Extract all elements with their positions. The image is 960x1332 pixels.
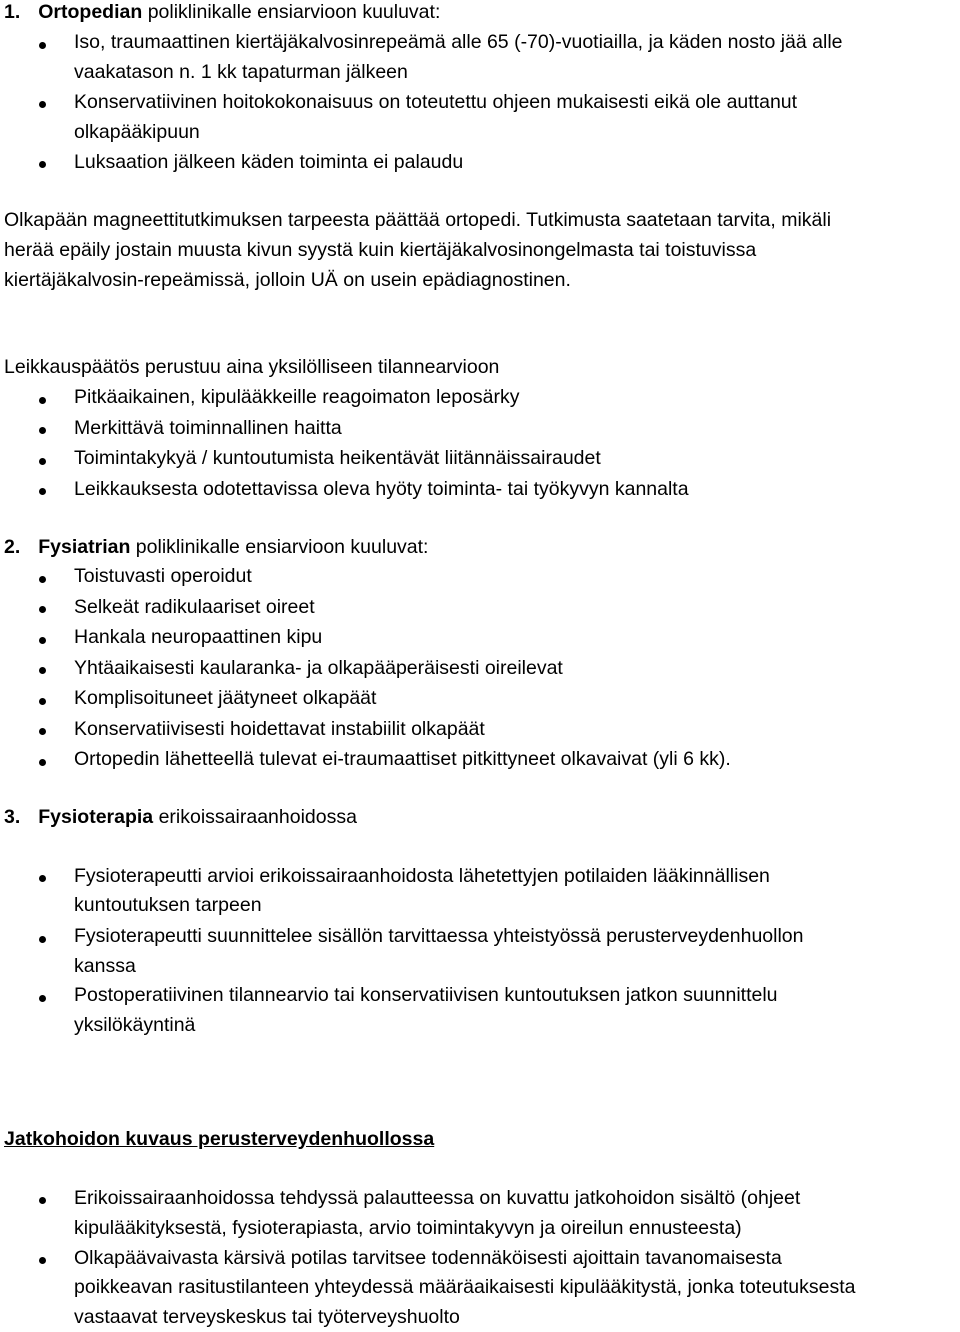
bullet-icon (39, 637, 46, 644)
s1-bullet-1-line-1: Iso, traumaattinen kiertäjäkalvosinrepeämä alle 65 (-70)-vuotiailla, ja käden nosto jää alle (74, 31, 843, 53)
s1-bullet-1-line-2: vaakatason n. 1 kk tapaturman jälkeen (74, 61, 408, 83)
bullet-icon (39, 759, 46, 766)
decision-intro: Leikkauspäätös perustuu aina yksilölliseen tilannearvioon (4, 356, 500, 378)
bullet-icon (39, 1257, 46, 1264)
bullet-icon (39, 397, 46, 404)
s2-bullet-7: Ortopedin lähetteellä tulevat ei-traumaattiset pitkittyneet olkavaivat (yli 6 kk). (74, 748, 731, 770)
s3-bullet-2-line-1: Fysioterapeutti suunnittelee sisällön tarvittaessa yhteistyössä perusterveydenhuollon (74, 925, 804, 947)
s1-bullet-3-line-1: Luksaation jälkeen käden toiminta ei palaudu (74, 151, 464, 173)
bullet-icon (39, 606, 46, 613)
section-3-number: 3. (4, 806, 21, 828)
decision-bullet-1: Pitkäaikainen, kipulääkkeille reagoimaton leposärky (74, 386, 520, 408)
s3-bullet-3-line-2: yksilökäyntinä (74, 1014, 196, 1036)
s1-bullet-2-line-1: Konservatiivinen hoitokokonaisuus on toteutettu ohjeen mukaisesti eikä ole auttanut (74, 91, 798, 113)
decision-bullet-3: Toimintakykyä / kuntoutumista heikentävät liitännäissairaudet (74, 447, 601, 469)
mri-paragraph-line-3: kiertäjäkalvosin-repeämissä, jolloin UÄ on usein epädiagnostinen. (4, 269, 571, 291)
section-2-title-bold: Fysiatrian (38, 536, 131, 558)
s1-bullet-2-line-2: olkapääkipuun (74, 121, 200, 143)
decision-bullet-4: Leikkauksesta odotettavissa oleva hyöty toiminta- tai työkyvyn kannalta (74, 478, 689, 500)
section-3-title-bold: Fysioterapia (38, 806, 154, 828)
s2-bullet-4: Yhtäaikaisesti kaularanka- ja olkapääperäisesti oireilevat (74, 657, 563, 679)
s3-bullet-1-line-1: Fysioterapeutti arvioi erikoissairaanhoidosta lähetettyjen potilaiden lääkinnällisen (74, 865, 770, 887)
bullet-icon (39, 101, 46, 108)
section-2-title-rest: poliklinikalle ensiarvioon kuuluvat: (130, 536, 429, 558)
section-2-number: 2. (4, 536, 21, 558)
section-3-heading (4, 802, 357, 832)
s2-bullet-2: Selkeät radikulaariset oireet (74, 596, 315, 618)
s3-bullet-2-line-2: kanssa (74, 955, 136, 977)
bullet-icon (39, 488, 46, 495)
bullet-icon (39, 936, 46, 943)
mri-paragraph-line-1: Olkapään magneettitutkimuksen tarpeesta päättää ortopedi. Tutkimusta saatetaan tarvita, mikäli (4, 209, 832, 231)
bullet-icon (39, 875, 46, 882)
bullet-icon (39, 427, 46, 434)
bullet-icon (39, 576, 46, 583)
s2-bullet-3: Hankala neuropaattinen kipu (74, 626, 323, 648)
bullet-icon (39, 995, 46, 1002)
section-1-title-bold: Ortopedian (38, 1, 143, 23)
bullet-icon (39, 698, 46, 705)
bullet-icon (39, 667, 46, 674)
s2-bullet-5: Komplisoituneet jäätyneet olkapäät (74, 687, 377, 709)
bullet-icon (39, 1197, 46, 1204)
section-1-title-rest: poliklinikalle ensiarvioon kuuluvat: (142, 1, 441, 23)
bullet-icon (39, 161, 46, 168)
s4-bullet-1-line-1: Erikoissairaanhoidossa tehdyssä palautteessa on kuvattu jatkohoidon sisältö (ohjeet (74, 1187, 801, 1209)
section-2-heading (4, 532, 428, 562)
section-1-number: 1. (4, 1, 21, 23)
follow-up-heading: Jatkohoidon kuvaus perusterveydenhuollossa (4, 1128, 435, 1150)
s3-bullet-1-line-2: kuntoutuksen tarpeen (74, 894, 262, 916)
section-3-title-rest: erikoissairaanhoidossa (153, 806, 357, 828)
s4-bullet-2-line-3: vastaavat terveyskeskus tai työterveyshuolto (74, 1306, 460, 1328)
section-1-heading (4, 0, 440, 27)
bullet-icon (39, 458, 46, 465)
s3-bullet-3-line-1: Postoperatiivinen tilannearvio tai konservatiivisen kuntoutuksen jatkon suunnittelu (74, 984, 778, 1006)
bullet-icon (39, 42, 46, 49)
s4-bullet-1-line-2: kipulääkityksestä, fysioterapiasta, arvio toimintakyvyn ja oireilun ennusteesta) (74, 1217, 742, 1239)
s4-bullet-2-line-1: Olkapäävaivasta kärsivä potilas tarvitsee todennäköisesti ajoittain tavanomaisesta (74, 1247, 782, 1269)
bullet-icon (39, 728, 46, 735)
s2-bullet-1: Toistuvasti operoidut (74, 565, 252, 587)
decision-bullet-2: Merkittävä toiminnallinen haitta (74, 417, 342, 439)
s2-bullet-6: Konservatiivisesti hoidettavat instabiilit olkapäät (74, 718, 485, 740)
mri-paragraph-line-2: herää epäily jostain muusta kivun syystä kuin kiertäjäkalvosinongelmasta tai toistuvissa (4, 239, 757, 261)
s4-bullet-2-line-2: poikkeavan rasitustilanteen yhteydessä määräaikaisesti kipulääkitystä, jonka toteutuksesta (74, 1276, 856, 1298)
